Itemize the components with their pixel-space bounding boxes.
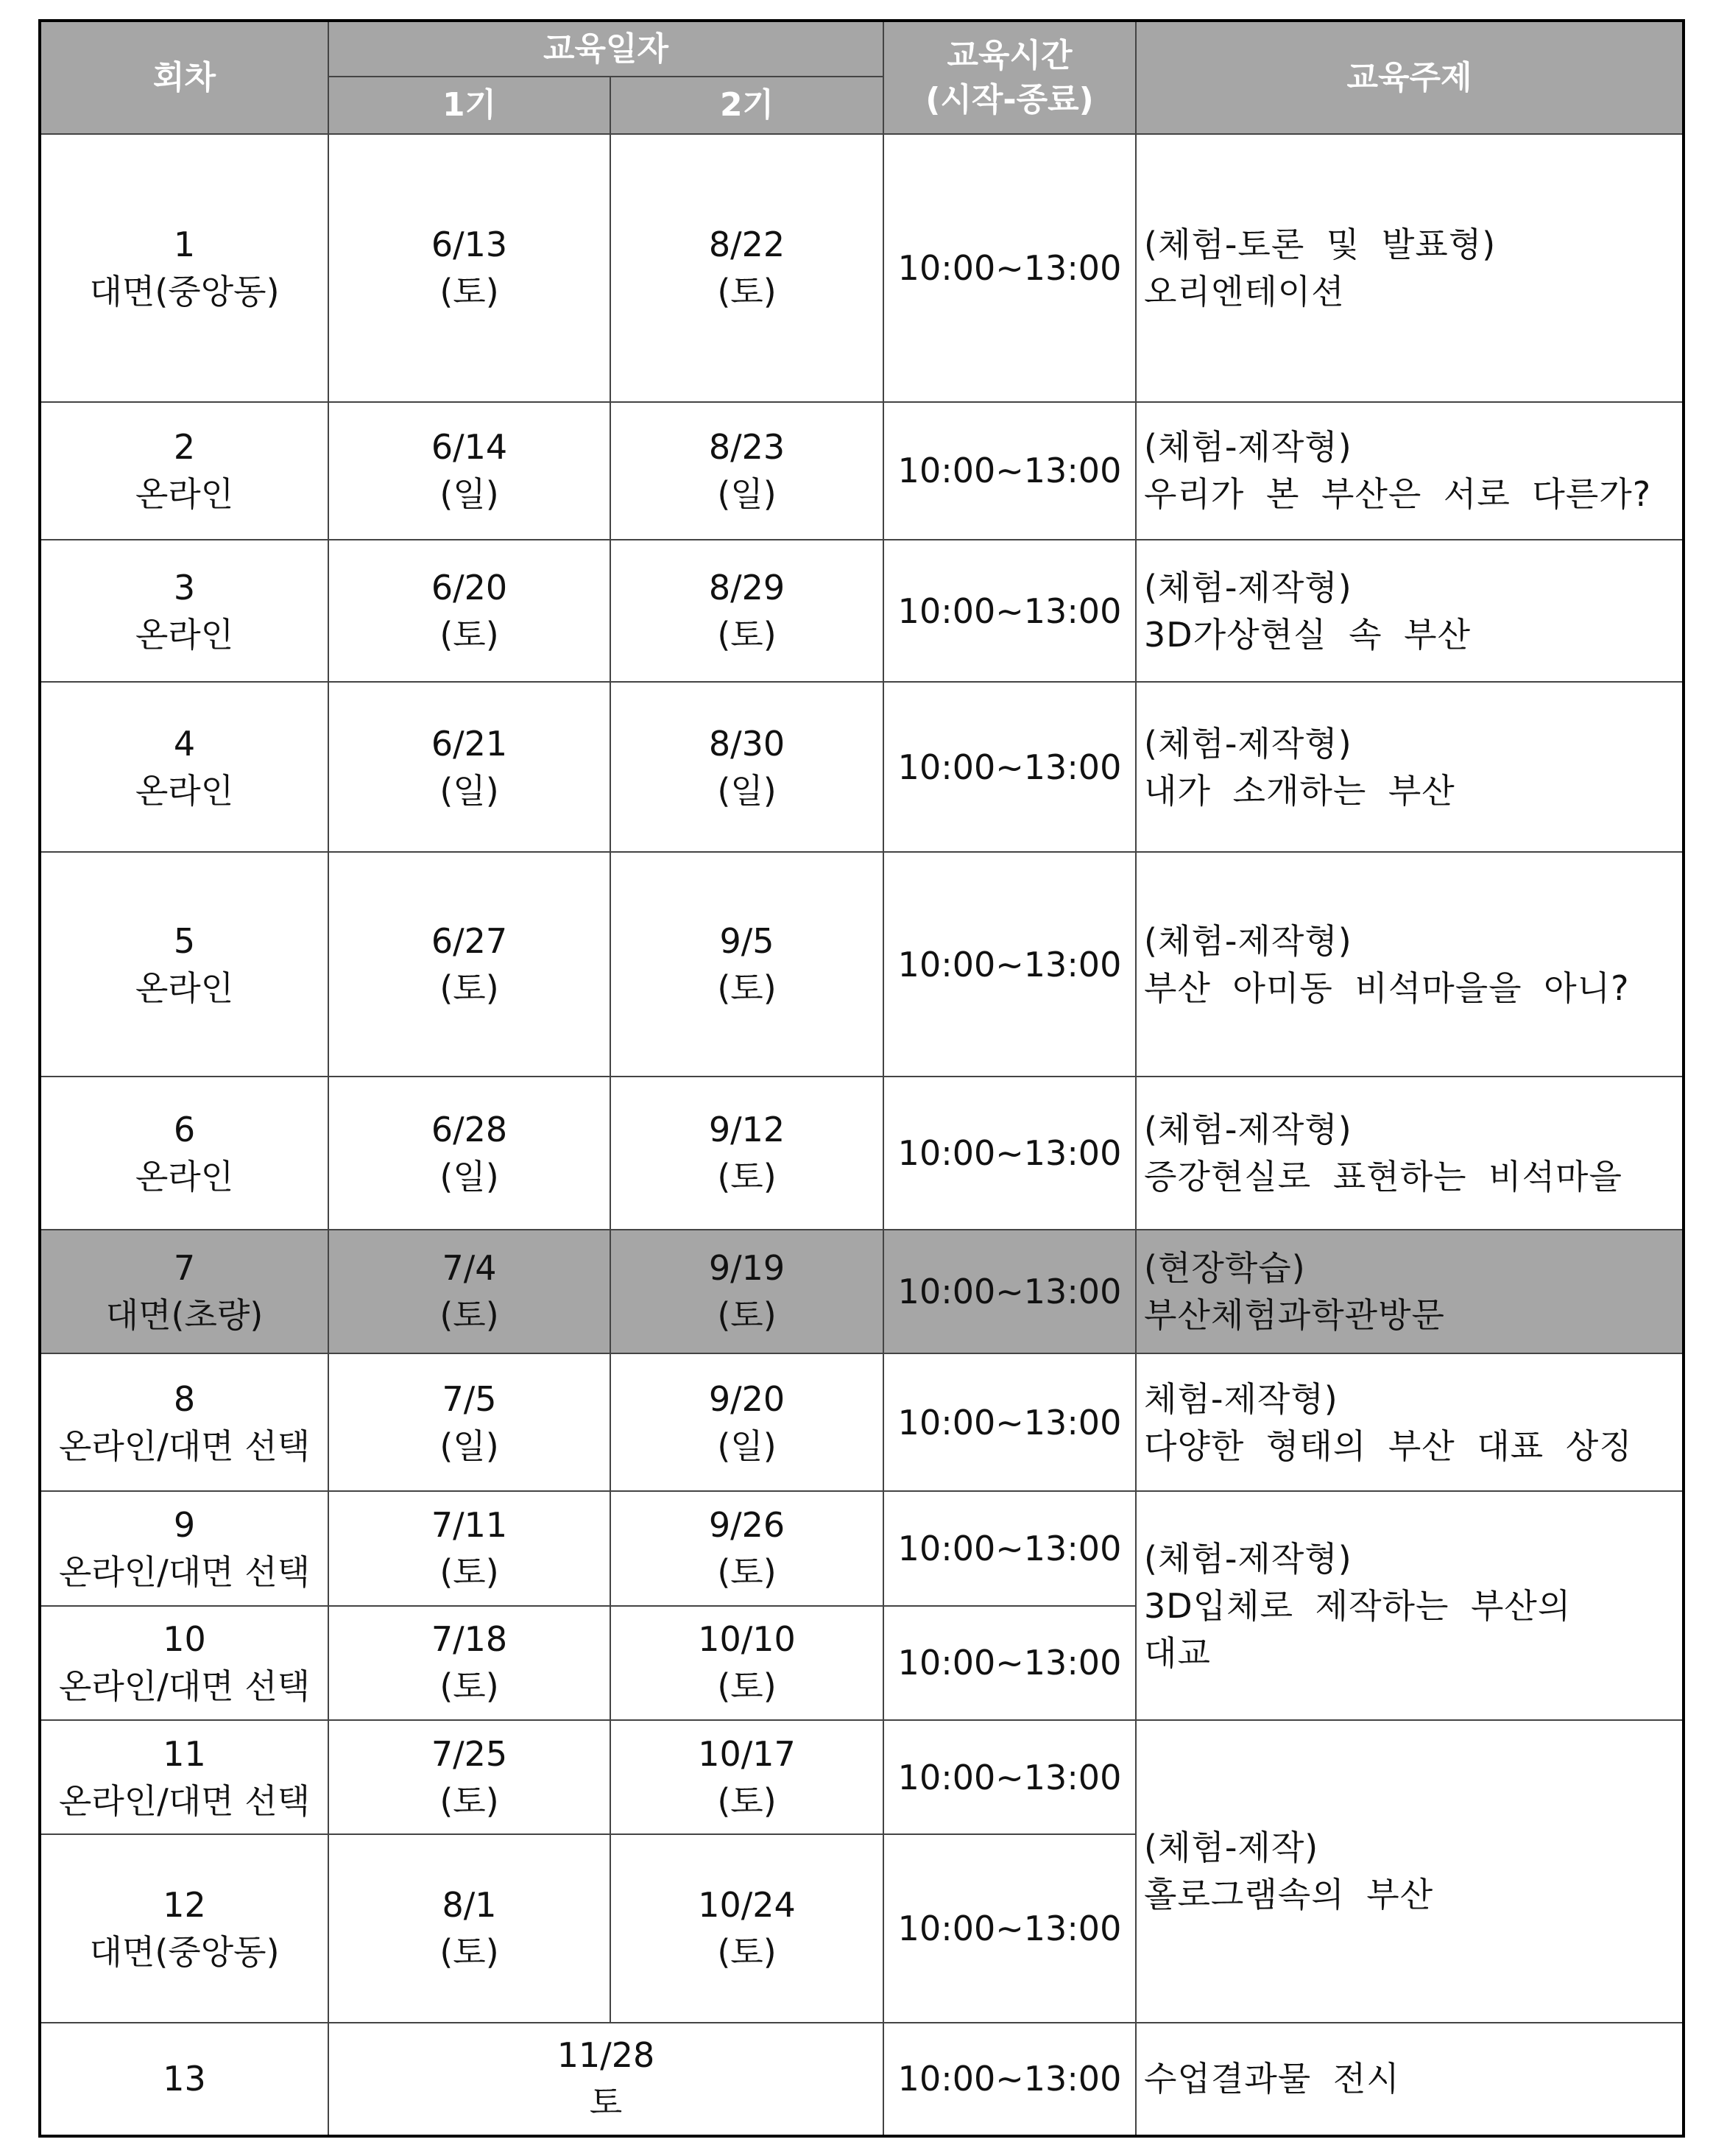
- topic-type: (체험-제작형): [1144, 920, 1352, 961]
- cohort1-weekday: (일): [439, 770, 499, 811]
- session-number: 2: [173, 427, 196, 468]
- cohort1-date: 7/4: [442, 1247, 497, 1288]
- cohort1-weekday: (일): [439, 474, 499, 515]
- session-cell: [40, 1353, 328, 1491]
- session-cell: [40, 1491, 328, 1605]
- cohort1-weekday: (토): [439, 614, 499, 655]
- cohort1-date-cell: [328, 134, 610, 402]
- cohort1-date-cell: [328, 682, 610, 851]
- session-mode: 온라인/대면 선택: [58, 1551, 311, 1592]
- session-cell: [40, 1720, 328, 1834]
- time-cell: 10:00~13:00: [883, 1353, 1136, 1491]
- session-cell: [40, 682, 328, 851]
- time-cell: 10:00~13:00: [883, 1077, 1136, 1229]
- cohort2-date: 9/26: [708, 1504, 785, 1545]
- session-mode: 대면(중앙동): [89, 1931, 280, 1972]
- topic-cell: [1136, 134, 1684, 402]
- topic-title: 증강현실로 표현하는 비석마을: [1144, 1157, 1622, 1197]
- topic-type: (체험-제작): [1144, 1828, 1319, 1868]
- topic-title: 홀로그램속의 부산: [1144, 1875, 1434, 1915]
- schedule-table: [38, 19, 1685, 2138]
- topic-type: (현장학습): [1144, 1247, 1306, 1288]
- session-number: 12: [163, 1884, 206, 1925]
- time-cell: 10:00~13:00: [883, 540, 1136, 682]
- topic-title: 부산 아미동 비석마을을 아니?: [1144, 968, 1630, 1008]
- table-row: [40, 2023, 1684, 2136]
- cohort1-weekday: (토): [439, 271, 499, 311]
- topic-cell: [1136, 1077, 1684, 1229]
- time-cell: 10:00~13:00: [883, 402, 1136, 540]
- cohort2-weekday: (토): [717, 968, 777, 1008]
- topic-type: (체험-토론 및 발표형): [1144, 224, 1497, 264]
- cohort2-date: 8/22: [708, 224, 785, 264]
- merged-weekday: 토: [589, 2082, 623, 2123]
- cohort1-date-cell: [328, 1077, 610, 1229]
- table-row: [40, 682, 1684, 851]
- session-number: 7: [173, 1247, 196, 1288]
- table-row: [40, 1720, 1684, 1834]
- time-cell: 10:00~13:00: [883, 2023, 1136, 2136]
- cohort2-date: 9/20: [708, 1378, 785, 1419]
- cohort1-date: 7/18: [431, 1619, 508, 1660]
- cohort2-date-cell: [610, 402, 883, 540]
- cohort1-date: 6/13: [431, 224, 508, 264]
- header-cohort1: 1기: [328, 77, 610, 134]
- cohort2-date-cell: [610, 1834, 883, 2022]
- merged-date-cell: [328, 2023, 883, 2136]
- topic-cell-merged: [1136, 1491, 1684, 1720]
- cohort2-date-cell: [610, 540, 883, 682]
- cohort2-weekday: (토): [717, 1780, 777, 1821]
- cohort1-date-cell: [328, 1606, 610, 1720]
- topic-cell: [1136, 852, 1684, 1077]
- time-cell: 10:00~13:00: [883, 1491, 1136, 1605]
- header-time-line2: (시작-종료): [925, 80, 1094, 119]
- cohort1-date: 6/20: [431, 567, 508, 607]
- cohort1-date-cell: [328, 1834, 610, 2022]
- cohort1-weekday: (토): [439, 1666, 499, 1707]
- session-mode: 온라인/대면 선택: [58, 1426, 311, 1466]
- topic-title: 3D가상현실 속 부산: [1144, 614, 1471, 655]
- cohort2-date: 10/24: [698, 1884, 796, 1925]
- cohort2-weekday: (토): [717, 271, 777, 311]
- header-topic: 교육주제: [1136, 21, 1684, 134]
- cohort2-date-cell: [610, 1491, 883, 1605]
- session-cell: [40, 2023, 328, 2136]
- cohort2-date: 10/10: [698, 1619, 796, 1660]
- cohort2-date: 10/17: [698, 1733, 796, 1774]
- time-cell: 10:00~13:00: [883, 852, 1136, 1077]
- session-mode: 온라인: [135, 474, 234, 515]
- header-session: 회차: [40, 21, 328, 134]
- session-mode: 온라인/대면 선택: [58, 1780, 311, 1821]
- cohort2-date-cell: [610, 1230, 883, 1353]
- session-cell: [40, 852, 328, 1077]
- cohort1-date-cell: [328, 540, 610, 682]
- cohort1-date: 7/11: [431, 1504, 508, 1545]
- merged-date: 11/28: [557, 2035, 655, 2076]
- session-number: 6: [173, 1110, 196, 1149]
- cohort2-weekday: (토): [717, 1666, 777, 1707]
- time-cell: 10:00~13:00: [883, 1720, 1136, 1834]
- topic-title-cont: 대교: [1144, 1632, 1211, 1673]
- cohort1-weekday: (토): [439, 968, 499, 1008]
- cohort1-date-cell: [328, 1491, 610, 1605]
- session-number: 5: [173, 920, 196, 961]
- session-number: 1: [173, 224, 196, 264]
- session-mode: 온라인/대면 선택: [58, 1666, 311, 1707]
- table-row: [40, 1491, 1684, 1605]
- session-cell: [40, 402, 328, 540]
- cohort1-date: 7/25: [431, 1733, 508, 1774]
- topic-title: 내가 소개하는 부산: [1144, 770, 1455, 811]
- session-mode: 온라인: [135, 968, 234, 1008]
- topic-type: (체험-제작형): [1144, 427, 1352, 468]
- cohort1-date: 6/28: [431, 1110, 508, 1149]
- session-number: 13: [163, 2059, 206, 2099]
- cohort2-weekday: (토): [717, 1294, 777, 1335]
- cohort1-date: 7/5: [442, 1378, 497, 1419]
- topic-title: 수업결과물 전시: [1144, 2059, 1400, 2099]
- topic-type: (체험-제작형): [1144, 1538, 1352, 1579]
- topic-title: 오리엔테이션: [1144, 271, 1345, 311]
- topic-type: (체험-제작형): [1144, 723, 1352, 764]
- session-cell: [40, 1834, 328, 2022]
- cohort2-weekday: (일): [717, 770, 777, 811]
- topic-cell: [1136, 1230, 1684, 1353]
- cohort1-weekday: (토): [439, 1780, 499, 1821]
- session-mode: 온라인: [135, 1157, 234, 1197]
- topic-type: (체험-제작형): [1144, 567, 1352, 607]
- header-cohort2: 2기: [610, 77, 883, 134]
- cohort1-weekday: (토): [439, 1294, 499, 1335]
- cohort1-date: 6/14: [431, 427, 508, 468]
- cohort1-weekday: (토): [439, 1931, 499, 1972]
- topic-cell: [1136, 1353, 1684, 1491]
- table-row: [40, 1353, 1684, 1491]
- cohort1-date: 6/27: [431, 920, 508, 961]
- topic-cell: [1136, 682, 1684, 851]
- topic-cell: [1136, 540, 1684, 682]
- cohort2-date-cell: [610, 1720, 883, 1834]
- table-row: [40, 1077, 1684, 1229]
- session-number: 4: [173, 723, 196, 764]
- cohort2-date: 9/5: [719, 920, 774, 961]
- session-mode: 온라인: [135, 614, 234, 655]
- table-row: [40, 852, 1684, 1077]
- session-number: 10: [163, 1619, 206, 1660]
- session-number: 8: [173, 1378, 196, 1419]
- cohort2-date: 8/30: [708, 723, 785, 764]
- session-mode: 대면(초량): [105, 1294, 264, 1335]
- cohort1-date-cell: [328, 1230, 610, 1353]
- session-mode: 대면(중앙동): [89, 271, 280, 311]
- cohort2-date-cell: [610, 1606, 883, 1720]
- cohort1-weekday: (일): [439, 1157, 499, 1197]
- session-number: 9: [173, 1504, 196, 1545]
- cohort2-date: 8/23: [708, 427, 785, 468]
- cohort1-date: 6/21: [431, 723, 508, 764]
- session-cell: [40, 540, 328, 682]
- table-row: [40, 402, 1684, 540]
- cohort2-weekday: (토): [717, 1157, 777, 1197]
- cohort1-date-cell: [328, 402, 610, 540]
- session-cell: [40, 1230, 328, 1353]
- topic-title: 우리가 본 부산은 서로 다른가?: [1144, 474, 1652, 515]
- cohort2-weekday: (일): [717, 1426, 777, 1466]
- cohort1-date: 8/1: [442, 1884, 497, 1925]
- topic-type: (체험-제작형): [1144, 1110, 1352, 1149]
- header-dates: 교육일자: [328, 21, 883, 77]
- cohort2-weekday: (토): [717, 614, 777, 655]
- cohort1-weekday: (일): [439, 1426, 499, 1466]
- cohort2-date: 9/12: [708, 1110, 785, 1149]
- time-cell: 10:00~13:00: [883, 1606, 1136, 1720]
- cohort2-date-cell: [610, 134, 883, 402]
- cohort2-weekday: (일): [717, 474, 777, 515]
- cohort2-date: 8/29: [708, 567, 785, 607]
- time-cell: 10:00~13:00: [883, 1230, 1136, 1353]
- session-cell: [40, 1606, 328, 1720]
- cohort1-weekday: (토): [439, 1551, 499, 1592]
- topic-title: 3D입체로 제작하는 부산의: [1144, 1585, 1572, 1626]
- time-cell: 10:00~13:00: [883, 1834, 1136, 2022]
- topic-cell: [1136, 2023, 1684, 2136]
- table-row: [40, 134, 1684, 402]
- cohort2-date-cell: [610, 682, 883, 851]
- topic-type: 체험-제작형): [1144, 1378, 1338, 1419]
- header-time: [883, 21, 1136, 134]
- cohort2-date-cell: [610, 1077, 883, 1229]
- time-cell: 10:00~13:00: [883, 134, 1136, 402]
- session-cell: [40, 1077, 328, 1229]
- cohort2-weekday: (토): [717, 1931, 777, 1972]
- cohort2-date-cell: [610, 852, 883, 1077]
- cohort1-date-cell: [328, 1720, 610, 1834]
- cohort2-weekday: (토): [717, 1551, 777, 1592]
- session-mode: 온라인: [135, 770, 234, 811]
- cohort2-date-cell: [610, 1353, 883, 1491]
- topic-cell: [1136, 402, 1684, 540]
- header-row-1: [40, 21, 1684, 77]
- session-number: 3: [173, 567, 196, 607]
- time-cell: 10:00~13:00: [883, 682, 1136, 851]
- topic-cell-merged: [1136, 1720, 1684, 2023]
- table-row-highlighted: [40, 1230, 1684, 1353]
- header-time-line1: 교육시간: [947, 36, 1073, 74]
- topic-title: 다양한 형태의 부산 대표 상징: [1144, 1426, 1633, 1466]
- cohort2-date: 9/19: [708, 1247, 785, 1288]
- cohort1-date-cell: [328, 852, 610, 1077]
- topic-title: 부산체험과학관방문: [1144, 1294, 1445, 1335]
- cohort1-date-cell: [328, 1353, 610, 1491]
- session-cell: [40, 134, 328, 402]
- session-number: 11: [163, 1733, 206, 1774]
- table-row: [40, 540, 1684, 682]
